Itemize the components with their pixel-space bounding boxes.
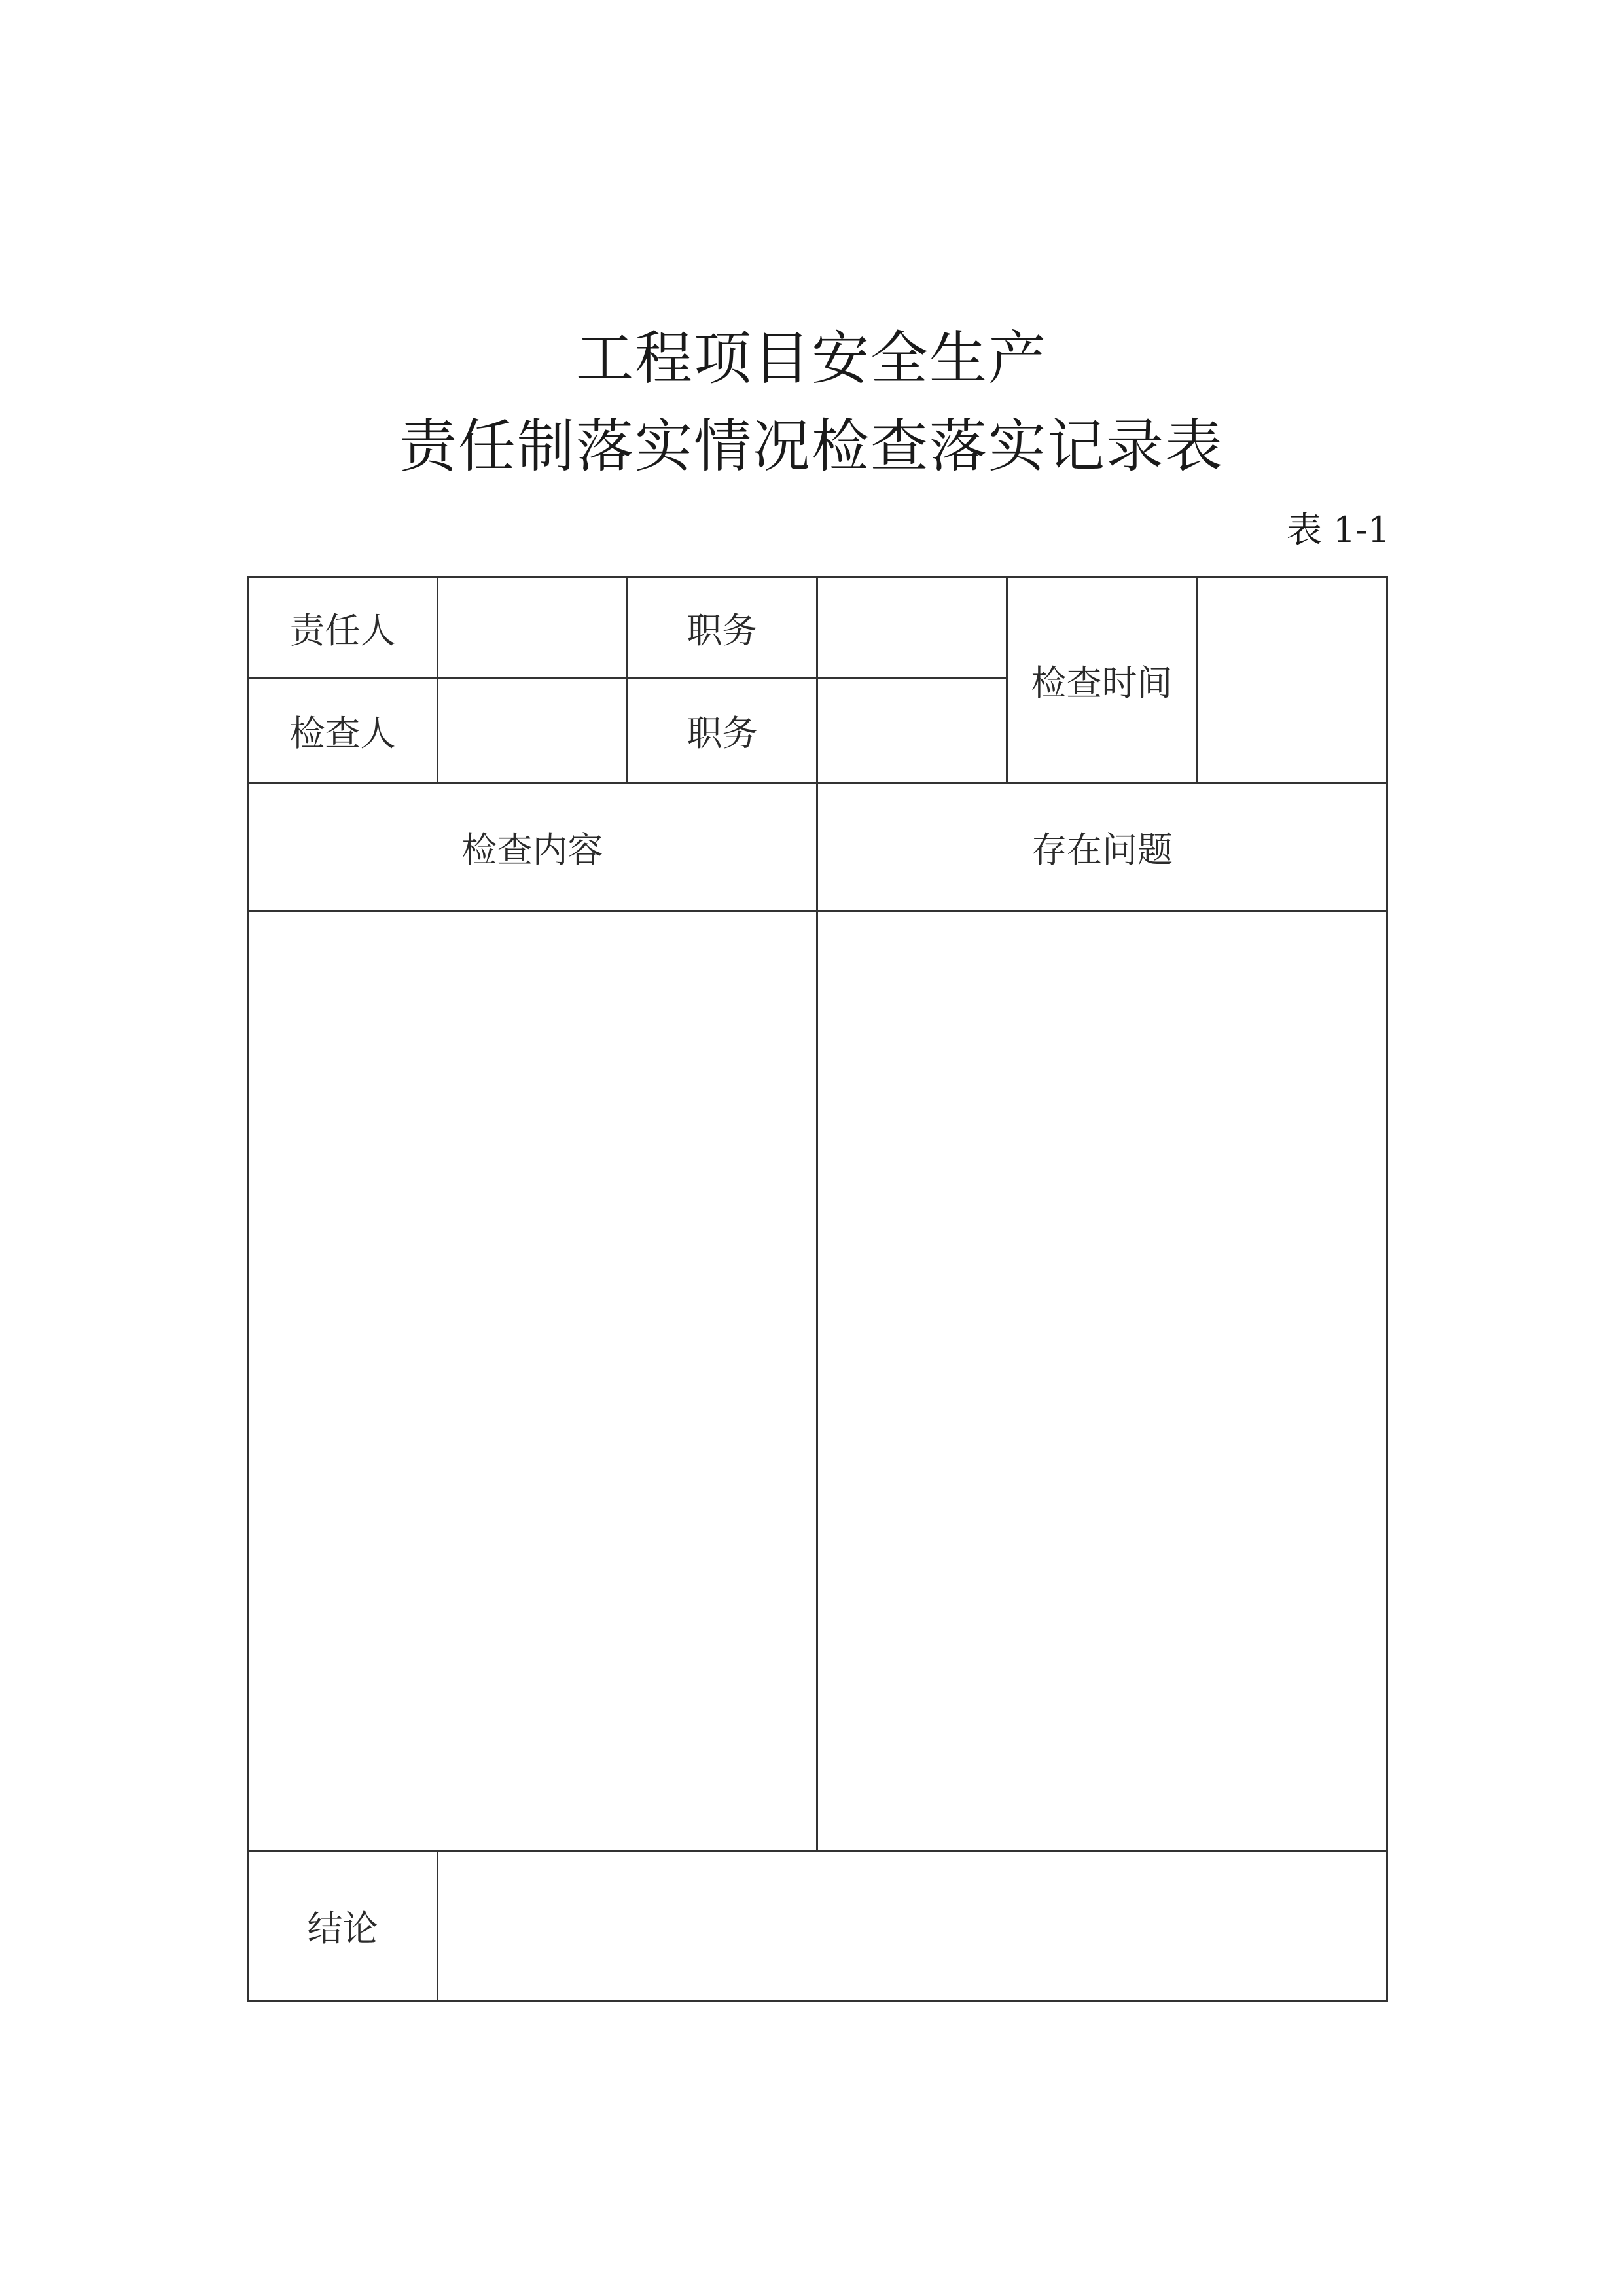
document-title-line-2: 责任制落实情况检查落实记录表 xyxy=(399,412,1224,480)
position-label-1: 职务 xyxy=(628,577,817,679)
existing-problems-header: 存在问题 xyxy=(817,783,1387,911)
responsible-person-label: 责任人 xyxy=(248,577,438,679)
inspection-time-label: 检查时间 xyxy=(1007,577,1197,783)
conclusion-label: 结论 xyxy=(248,1851,438,2001)
conclusion-field[interactable] xyxy=(438,1851,1387,2001)
document-title-line-1: 工程项目安全生产 xyxy=(575,325,1047,392)
inspection-record-table xyxy=(247,576,1388,2002)
position-field-2[interactable] xyxy=(817,679,1007,783)
inspector-field[interactable] xyxy=(438,679,628,783)
inspection-time-field[interactable] xyxy=(1197,577,1387,783)
responsible-person-field[interactable] xyxy=(438,577,628,679)
position-field-1[interactable] xyxy=(817,577,1007,679)
table-row xyxy=(248,577,1387,679)
table-row xyxy=(248,1851,1387,2001)
position-label-2: 职务 xyxy=(628,679,817,783)
existing-problems-field[interactable] xyxy=(817,911,1387,1851)
table-row xyxy=(248,783,1387,911)
inspector-label: 检查人 xyxy=(248,679,438,783)
table-number: 表 1-1 xyxy=(1286,509,1390,550)
inspection-content-field[interactable] xyxy=(248,911,817,1851)
inspection-content-header: 检查内容 xyxy=(248,783,817,911)
table-row xyxy=(248,911,1387,1851)
